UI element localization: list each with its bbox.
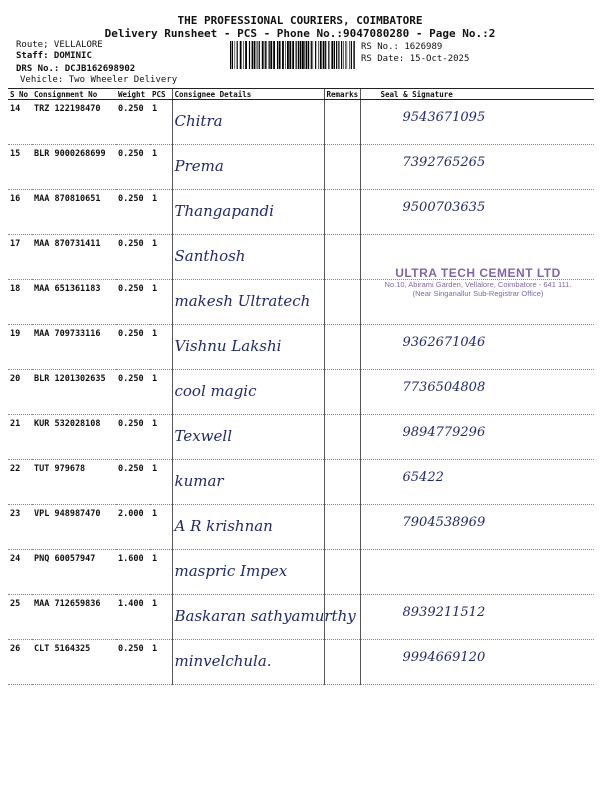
barcode-bar	[343, 41, 344, 69]
barcode-bar	[243, 41, 244, 69]
cell-consignee	[172, 190, 324, 235]
cell-weight: 0.250	[116, 460, 150, 505]
drs-number: DRS No.: DCJB162698902	[16, 64, 136, 74]
handwritten-consignee: Vishnu Lakshi	[174, 337, 282, 355]
cell-consignee	[172, 325, 324, 370]
table-row	[8, 505, 594, 550]
barcode-bar	[331, 41, 333, 69]
table-row	[8, 190, 594, 235]
col-header-sno: S No	[8, 89, 32, 100]
cell-sno: 17	[8, 235, 32, 280]
cell-pcs: 1	[150, 145, 172, 190]
barcode-bar	[349, 41, 350, 69]
table-row	[8, 325, 594, 370]
cell-pcs: 1	[150, 280, 172, 325]
barcode-bar	[328, 41, 329, 69]
cell-remarks	[324, 640, 360, 685]
cell-pcs: 1	[150, 100, 172, 145]
barcode-bar	[249, 41, 250, 69]
cell-signature	[360, 145, 594, 190]
cell-signature	[360, 505, 594, 550]
cell-consignment-no: VPL 948987470	[32, 505, 116, 550]
handwritten-signature: 9500703635	[402, 200, 486, 215]
cell-signature	[360, 415, 594, 460]
barcode-bar	[325, 41, 326, 69]
barcode-bar	[285, 41, 286, 69]
cell-weight: 0.250	[116, 325, 150, 370]
handwritten-consignee: makesh Ultratech	[174, 292, 311, 310]
barcode-bar	[287, 41, 289, 69]
barcode-bar	[269, 41, 270, 69]
stamp-address: No.10, Abirami Garden, Vellalore, Coimbatore - 641 111.	[384, 280, 572, 289]
cell-weight: 1.400	[116, 595, 150, 640]
barcode-bar	[311, 41, 312, 69]
cell-sno: 18	[8, 280, 32, 325]
cell-pcs: 1	[150, 595, 172, 640]
cell-consignee	[172, 280, 324, 325]
cell-remarks	[324, 460, 360, 505]
handwritten-consignee: Chitra	[174, 112, 223, 130]
barcode-bar	[279, 41, 281, 69]
barcode-bar	[345, 41, 346, 69]
barcode-bar	[240, 41, 242, 69]
cell-signature	[360, 325, 594, 370]
barcode-bar	[323, 41, 325, 69]
table-header-row	[8, 89, 594, 100]
cell-consignee	[172, 370, 324, 415]
barcode-bar	[232, 41, 233, 69]
barcode-bar	[341, 41, 342, 69]
table-row	[8, 460, 594, 505]
barcode-bar	[347, 41, 348, 69]
cell-remarks	[324, 280, 360, 325]
barcode-bar	[289, 41, 291, 69]
cell-consignment-no: MAA 709733116	[32, 325, 116, 370]
barcode-bar	[302, 41, 304, 69]
runsheet-subtitle: Delivery Runsheet - PCS - Phone No.:9047080280 - Page No.:2	[104, 27, 496, 40]
cell-consignee	[172, 415, 324, 460]
cell-consignment-no: KUR 532028108	[32, 415, 116, 460]
cell-sno: 23	[8, 505, 32, 550]
cell-sno: 15	[8, 145, 32, 190]
barcode-bar	[300, 41, 302, 69]
barcode-bar	[320, 41, 322, 69]
cell-signature	[360, 640, 594, 685]
barcode-image	[230, 41, 355, 69]
cell-remarks	[324, 415, 360, 460]
cell-consignment-no: MAA 870810651	[32, 190, 116, 235]
barcode-bar	[315, 41, 316, 69]
handwritten-signature: 8939211512	[402, 605, 486, 620]
handwritten-signature: 9994669120	[402, 650, 486, 665]
cell-consignee	[172, 100, 324, 145]
cell-consignment-no: MAA 870731411	[32, 235, 116, 280]
cell-consignment-no: BLR 1201302635	[32, 370, 116, 415]
cell-remarks	[324, 505, 360, 550]
vehicle-label: Vehicle: Two Wheeler Delivery	[20, 75, 178, 85]
barcode-bar	[273, 41, 275, 69]
stamp-note: (Near Singanallur Sub-Registrar Office)	[412, 289, 544, 298]
table-row	[8, 595, 594, 640]
col-header-remarks: Remarks	[324, 89, 360, 100]
cell-weight: 1.600	[116, 550, 150, 595]
cell-pcs: 1	[150, 190, 172, 235]
cell-weight: 0.250	[116, 280, 150, 325]
cell-consignment-no: CLT 5164325	[32, 640, 116, 685]
cell-weight: 0.250	[116, 640, 150, 685]
barcode-bar	[266, 41, 267, 69]
barcode-bar	[257, 41, 258, 69]
barcode-bar	[304, 41, 305, 69]
barcode-bar	[235, 41, 236, 69]
barcode-bar	[298, 41, 299, 69]
table-row	[8, 145, 594, 190]
handwritten-consignee: Prema	[174, 157, 224, 175]
handwritten-consignee: Santhosh	[174, 247, 246, 265]
cell-signature	[360, 370, 594, 415]
cell-weight: 0.250	[116, 370, 150, 415]
cell-consignment-no: MAA 651361183	[32, 280, 116, 325]
cell-signature	[360, 460, 594, 505]
cell-consignment-no: MAA 712659836	[32, 595, 116, 640]
cell-remarks	[324, 235, 360, 280]
barcode-bar	[313, 41, 314, 69]
barcode-bar	[259, 41, 260, 69]
barcode-bar	[354, 41, 355, 69]
runsheet-table	[8, 88, 594, 685]
barcode-bar	[338, 41, 339, 69]
cell-pcs: 1	[150, 370, 172, 415]
cell-consignment-no: TUT 979678	[32, 460, 116, 505]
cell-consignment-no: PNQ 60057947	[32, 550, 116, 595]
col-header-weight: Weight	[116, 89, 150, 100]
table-row	[8, 640, 594, 685]
rs-date: RS Date: 15-Oct-2025	[361, 54, 470, 64]
cell-sno: 24	[8, 550, 32, 595]
barcode-bar	[306, 41, 308, 69]
cell-signature	[360, 595, 594, 640]
cell-weight: 0.250	[116, 145, 150, 190]
col-header-pcs: PCS	[150, 89, 172, 100]
barcode-bar	[230, 41, 231, 69]
cell-weight: 0.250	[116, 100, 150, 145]
handwritten-signature: 7392765265	[402, 155, 486, 170]
handwritten-signature: 7736504808	[402, 380, 486, 395]
barcode-bar	[334, 41, 335, 69]
barcode-bar	[265, 41, 266, 69]
barcode-bar	[296, 41, 297, 69]
cell-consignee	[172, 550, 324, 595]
barcode-bar	[353, 41, 354, 69]
handwritten-signature: 9543671095	[402, 110, 486, 125]
handwritten-consignee: Texwell	[174, 427, 232, 445]
cell-pcs: 1	[150, 460, 172, 505]
cell-weight: 0.250	[116, 235, 150, 280]
cell-consignee	[172, 595, 356, 640]
barcode-bar	[270, 41, 272, 69]
cell-remarks	[324, 370, 360, 415]
handwritten-consignee: Thangapandi	[174, 202, 274, 220]
company-title: THE PROFESSIONAL COURIERS, COIMBATORE	[177, 14, 423, 27]
cell-sno: 21	[8, 415, 32, 460]
cell-consignee	[172, 235, 324, 280]
barcode-bar	[254, 41, 255, 69]
barcode-bar	[252, 41, 254, 69]
cell-weight: 0.250	[116, 190, 150, 235]
cell-weight: 0.250	[116, 415, 150, 460]
handwritten-consignee: kumar	[174, 472, 224, 490]
cell-consignee	[172, 145, 324, 190]
cell-pcs: 1	[150, 235, 172, 280]
handwritten-signature: 9362671046	[402, 335, 486, 350]
cell-signature	[360, 550, 594, 595]
cell-consignee	[172, 460, 324, 505]
handwritten-consignee: A R krishnan	[174, 517, 273, 535]
table-row	[8, 370, 594, 415]
barcode-bar	[245, 41, 247, 69]
cell-sno: 16	[8, 190, 32, 235]
company-seal-stamp	[378, 266, 578, 326]
cell-remarks	[324, 190, 360, 235]
table-row	[8, 100, 594, 145]
cell-pcs: 1	[150, 325, 172, 370]
cell-sno: 19	[8, 325, 32, 370]
handwritten-signature: 9894779296	[402, 425, 486, 440]
barcode-bar	[336, 41, 337, 69]
cell-consignment-no: BLR 9000268699	[32, 145, 116, 190]
handwritten-signature: 65422	[402, 470, 444, 485]
cell-sno: 14	[8, 100, 32, 145]
handwritten-consignee: cool magic	[174, 382, 257, 400]
handwritten-consignee: minvelchula.	[174, 652, 272, 670]
cell-weight: 2.000	[116, 505, 150, 550]
route-label: Route; VELLALORE	[16, 40, 103, 50]
cell-sno: 26	[8, 640, 32, 685]
cell-remarks	[324, 550, 360, 595]
barcode-bar	[351, 41, 352, 69]
staff-label: Staff: DOMINIC	[16, 51, 92, 61]
barcode-bar	[318, 41, 319, 69]
cell-remarks	[324, 145, 360, 190]
barcode-bar	[308, 41, 309, 69]
barcode-bar	[282, 41, 284, 69]
cell-pcs: 1	[150, 640, 172, 685]
cell-signature	[360, 100, 594, 145]
cell-consignment-no: TRZ 122198470	[32, 100, 116, 145]
col-header-signature: Seal & Signature	[360, 89, 594, 100]
cell-pcs: 1	[150, 505, 172, 550]
cell-remarks	[324, 325, 360, 370]
stamp-company-name: ULTRA TECH CEMENT LTD	[395, 266, 561, 280]
cell-consignee	[172, 640, 324, 685]
col-header-consignment: Consignment No	[32, 89, 116, 100]
cell-sno: 25	[8, 595, 32, 640]
cell-sno: 20	[8, 370, 32, 415]
cell-remarks	[324, 100, 360, 145]
col-header-consignee: Consignee Details	[172, 89, 324, 100]
cell-sno: 22	[8, 460, 32, 505]
table-row	[8, 415, 594, 460]
barcode-bar	[292, 41, 294, 69]
barcode-bar	[262, 41, 264, 69]
barcode-bar	[237, 41, 238, 69]
table-row	[8, 550, 594, 595]
cell-pcs: 1	[150, 415, 172, 460]
handwritten-signature: 7904538969	[402, 515, 486, 530]
handwritten-consignee: maspric Impex	[174, 562, 288, 580]
handwritten-consignee: Baskaran sathyamurthy	[174, 607, 356, 625]
cell-pcs: 1	[150, 550, 172, 595]
cell-signature	[360, 190, 594, 235]
cell-consignee	[172, 505, 324, 550]
barcode-bar	[256, 41, 257, 69]
rs-number: RS No.: 1626989	[361, 42, 443, 52]
barcode-bar	[277, 41, 278, 69]
